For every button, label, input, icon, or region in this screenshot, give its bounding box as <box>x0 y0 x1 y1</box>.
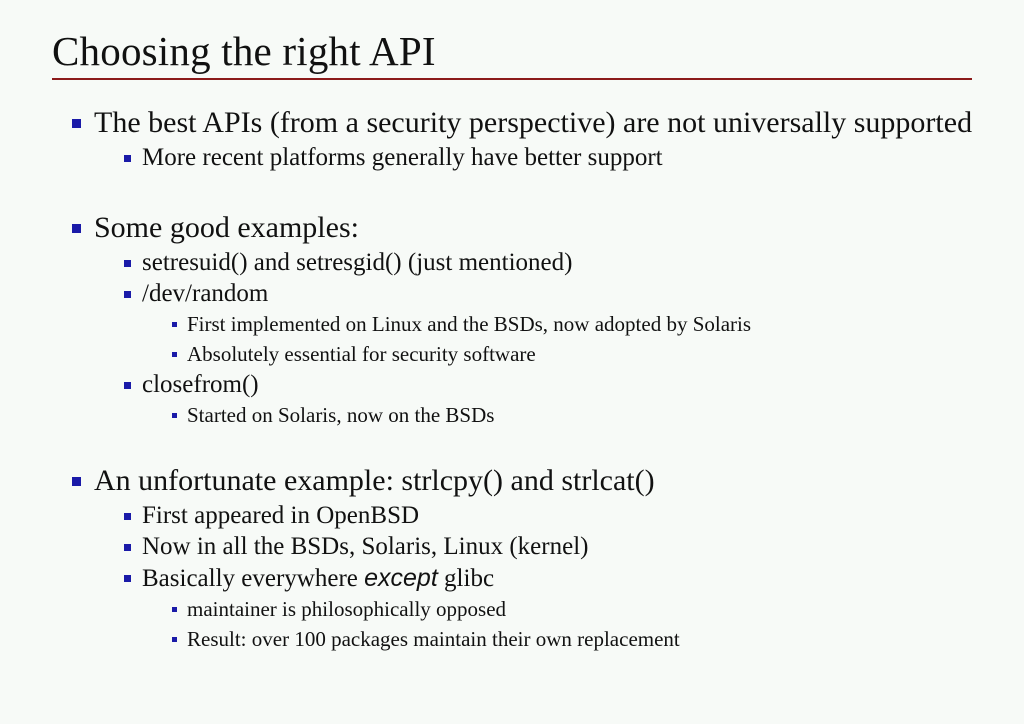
square-bullet-icon <box>172 413 177 418</box>
list-item-text: More recent platforms generally have better support <box>142 144 663 171</box>
list-item <box>52 401 992 430</box>
list-item-text: Result: over 100 packages maintain their own replacement <box>187 627 680 651</box>
square-bullet-icon <box>124 291 131 298</box>
list-item <box>52 532 992 562</box>
list-item-text: Some good examples: <box>94 211 359 244</box>
square-bullet-icon <box>72 477 81 486</box>
square-bullet-icon <box>172 352 177 357</box>
block-spacer <box>52 430 992 456</box>
list-item-text-post: glibc <box>437 565 495 592</box>
square-bullet-icon <box>172 322 177 327</box>
list-item-text: Started on Solaris, now on the BSDs <box>187 403 495 427</box>
list-item <box>52 248 992 278</box>
square-bullet-icon <box>124 513 131 520</box>
list-item <box>52 595 992 624</box>
slide-title: Choosing the right API <box>52 28 436 74</box>
list-item-text-pre: Basically everywhere <box>142 565 365 592</box>
list-item-text: Absolutely essential for security software <box>187 342 536 366</box>
square-bullet-icon <box>72 119 81 128</box>
list-item-text: First appeared in OpenBSD <box>142 502 420 529</box>
square-bullet-icon <box>124 382 131 389</box>
list-item-text: setresuid() and setresgid() (just mentioned) <box>142 249 573 276</box>
square-bullet-icon <box>124 260 131 267</box>
list-item <box>52 310 992 339</box>
square-bullet-icon <box>124 575 131 582</box>
block-spacer <box>52 173 992 203</box>
square-bullet-icon <box>72 224 81 233</box>
list-item <box>52 370 992 400</box>
list-item-text-emphasis: except <box>364 564 438 592</box>
list-item <box>52 279 992 309</box>
list-item <box>52 462 992 500</box>
list-item <box>52 563 992 594</box>
list-item <box>52 501 992 531</box>
square-bullet-icon <box>172 607 177 612</box>
square-bullet-icon <box>172 637 177 642</box>
list-item-text: The best APIs (from a security perspective) are not universally supported <box>94 106 973 139</box>
square-bullet-icon <box>124 544 131 551</box>
list-item <box>52 143 992 173</box>
list-item-text: First implemented on Linux and the BSDs, now adopted by Solaris <box>187 312 752 336</box>
list-item-text: Now in all the BSDs, Solaris, Linux (kernel) <box>142 533 589 560</box>
list-item <box>52 340 992 369</box>
list-item-text: closefrom() <box>142 371 259 398</box>
list-item <box>52 104 992 142</box>
bullet-list <box>52 104 992 654</box>
list-item-text: maintainer is philosophically opposed <box>187 597 507 621</box>
list-item <box>52 209 992 247</box>
title-divider <box>52 78 972 80</box>
slide-content <box>52 98 992 654</box>
list-item-text: An unfortunate example: strlcpy() and strlcat() <box>94 464 655 497</box>
square-bullet-icon <box>124 155 131 162</box>
list-item <box>52 625 992 654</box>
list-item-text: /dev/random <box>142 280 269 307</box>
